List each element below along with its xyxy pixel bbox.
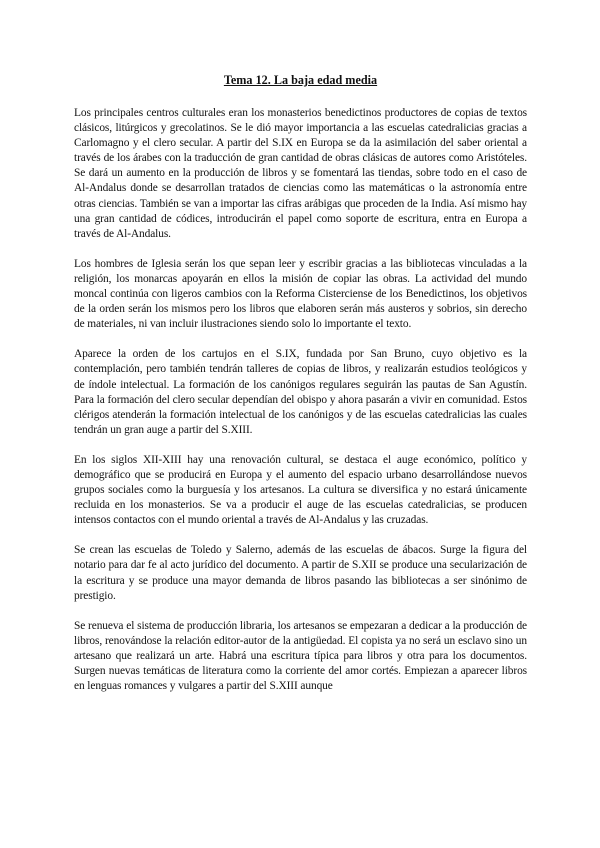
paragraph-5: Se crean las escuelas de Toledo y Salerno, además de las escuelas de ábacos. Surge la figura del notario para dar fe al acto jurídico del documento. A partir de S.XII se produce una secularización de la escritura y se produce una mayor demanda de libros pasando las bibliotecas a ser sinónimo de prestigio. <box>74 544 527 602</box>
paragraph-6: Se renueva el sistema de producción libraria, los artesanos se empezaran a dedicar a la producción de libros, renovándose la relación editor-autor de la antigüedad. El copista ya no será un esclavo sino un artesano que realizará un arte. Habrá una escritura típica para libros y otra para los documentos. Surgen nuevas temáticas de literatura como la corriente del amor cortés. Empiezan a aparecer libros en lenguas romances y vulgares a partir del S.XIII aunque <box>74 619 527 693</box>
paragraph-3: Aparece la orden de los cartujos en el S.IX, fundada por San Bruno, cuyo objetivo es la contemplación, pero también tendrán talleres de copias de libros, y realizarán estudios teológicos y de índole intelectual. La formación de los canónigos regulares seguirán las pautas de San Agustín. Para la formación del clero secular dependían del obispo y ahora pasarán a vivir en comunidad. Estos clérigos atenderán la formación intelectual de los canónigos y de las escuelas catedralicias las cuales tendrán un gran auge a partir del S.XIII. <box>74 348 527 436</box>
paragraph-2: Los hombres de Iglesia serán los que sepan leer y escribir gracias a las bibliotecas vinculadas a la religión, los monarcas apoyarán en ellos la misión de copiar las obras. La actividad del mundo moncal continúa con ligeros cambios con la Reforma Cisterciense de los Benedictinos, los objetivos de la orden serán los mismos pero los libros que elaboren serán más austeros y sobrios, sin derecho de materiales, ni van incluir ilustraciones siendo solo lo importante el texto. <box>74 257 527 331</box>
paragraph-1: Los principales centros culturales eran los monasterios benedictinos productores de copias de textos clásicos, litúrgicos y grecolatinos. Se le dió mayor importancia a las escuelas catedralicias gracias a Carlomagno y el clero secular. A partir del S.IX en Europa se da la asimilación del saber oriental a través de los árabes con la traducción de gran cantidad de obras clásicas de autores como Aristóteles. Se dará un aumento en la producción de libros y se fomentará las tiendas, sobre todo en el caso de Al-Andalus donde se desarrollan tratados de ciencias como las matemáticas o la astronomía entre otras ciencias. También se van a importar las cifras arábigas que proceden de la India. Así mismo hay una gran cantidad de códices, introducirán el papel como soporte de escritura, entra en Europa a través de Al-Andalus. <box>74 107 527 240</box>
paragraph-4: En los siglos XII-XIII hay una renovación cultural, se destaca el auge económico, político y demográfico que se producirá en Europa y el aumento del espacio urbano desarrollándose nuevos grupos sociales como la burguesía y los artesanos. La cultura se diversifica y no estará únicamente recluida en los monasterios. Se va a producir el auge de las escuelas catedralicias, se producen intensos contactos con el mundo oriental a través de Al-Andalus y las cruzadas. <box>74 453 527 527</box>
document-page <box>74 72 527 709</box>
document-title: Tema 12. La baja edad media <box>223 73 378 87</box>
